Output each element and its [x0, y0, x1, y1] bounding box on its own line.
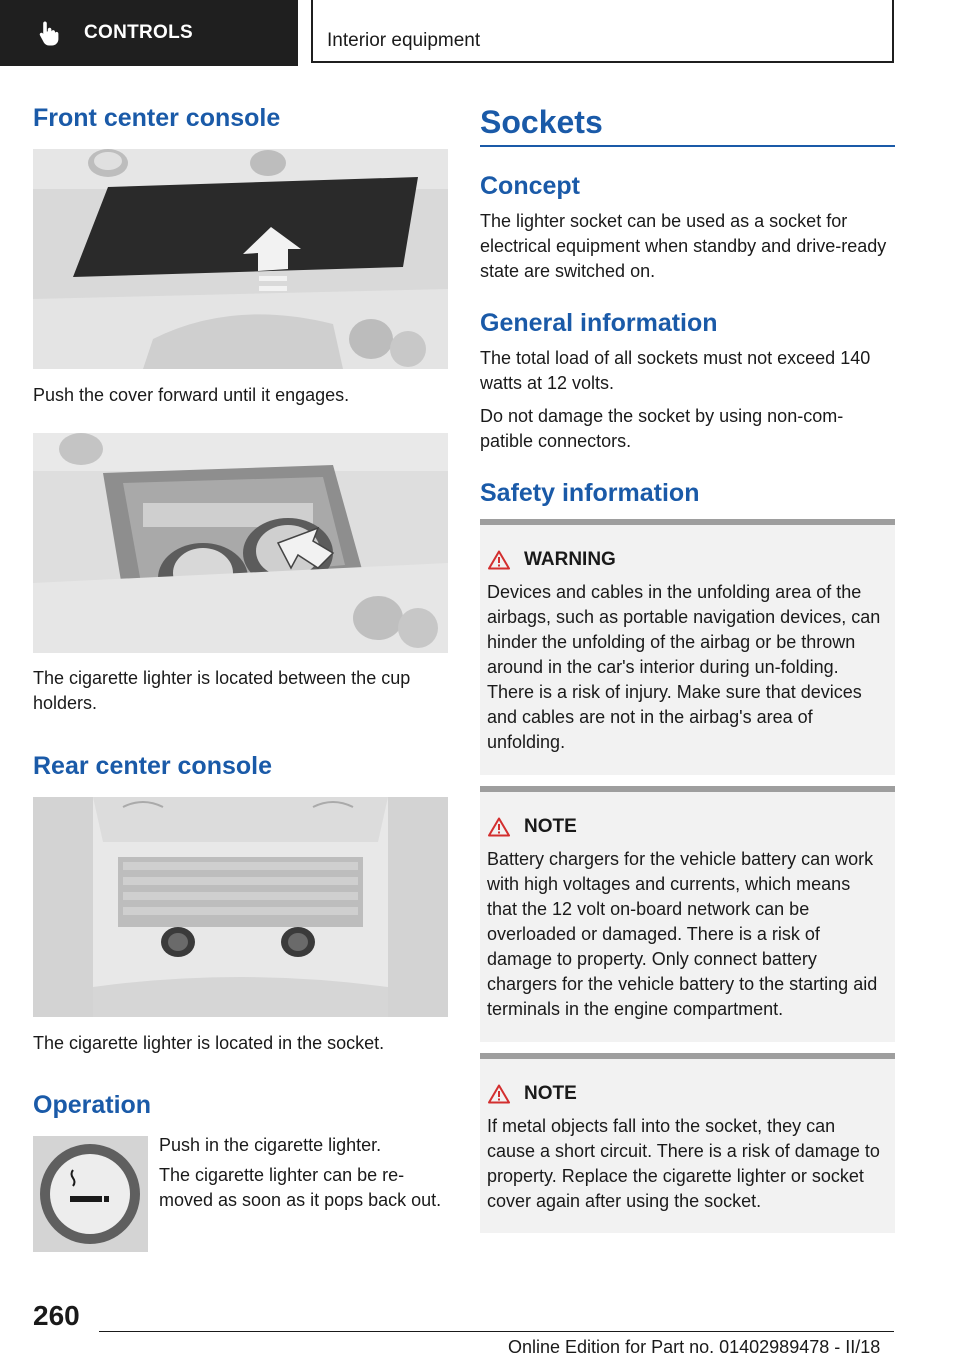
warning-triangle-icon	[488, 1084, 510, 1104]
cigarette-lighter-image	[33, 1136, 148, 1252]
chapter-box	[311, 0, 894, 63]
chapter-label: Interior equipment	[327, 30, 481, 51]
callout-text: If metal objects fall into the socket, they can cause a short circuit. There is a risk of damage to property. Replace the cigarette lighter or socket cover again after using the socket.	[487, 1116, 880, 1211]
op-text-push: Push in the cigarette lighter.	[159, 1135, 382, 1155]
rear-console-image	[33, 797, 448, 1017]
callout-label: NOTE	[524, 1083, 577, 1104]
callout-text: Battery chargers for the vehicle battery can work with high voltages and currents, which means that the 12 volt on-board network can be overloaded or damaged. There is a risk of damage to property. Only connect battery chargers for the vehicle battery to the starting aid terminals in the engine compartment.	[487, 849, 878, 1019]
concept-heading: Concept	[480, 172, 580, 200]
warning-triangle-icon	[488, 550, 510, 570]
note-callout-chargers	[480, 786, 895, 1042]
warning-callout-airbag	[480, 519, 895, 775]
front-console-cover-image	[33, 149, 448, 369]
op-text-remove: The cigarette lighter can be re-moved as soon as it pops back out.	[159, 1165, 442, 1210]
section-label: CONTROLS	[84, 22, 194, 43]
footer-rule	[99, 1331, 894, 1332]
general-info-text-connectors: Do not damage the socket by using non-com-patible connectors.	[480, 406, 844, 451]
section-tab	[0, 0, 298, 66]
rear-console-heading: Rear center console	[33, 752, 272, 780]
callout-label: WARNING	[524, 549, 616, 570]
front-console-heading: Front center console	[33, 104, 281, 132]
callout-label: NOTE	[524, 816, 577, 837]
operation-heading: Operation	[33, 1091, 152, 1119]
caption-cup-holders: The cigarette lighter is located between the cup holders.	[33, 668, 411, 713]
note-callout-metal-objects	[480, 1053, 895, 1233]
general-info-heading: General information	[480, 309, 718, 337]
general-info-text-load: The total load of all sockets must not exceed 140 watts at 12 volts.	[480, 348, 871, 393]
safety-info-heading: Safety information	[480, 479, 700, 507]
cup-holder-lighter-image	[33, 433, 448, 653]
page-number: 260	[33, 1300, 80, 1331]
caption-push-cover: Push the cover forward until it engages.	[33, 385, 350, 405]
hand-pointer-icon	[38, 20, 62, 46]
concept-text: The lighter socket can be used as a socket for electrical equipment when standby and drive-ready state are switched on.	[480, 211, 887, 281]
sockets-heading-rule	[480, 145, 895, 147]
warning-triangle-icon	[488, 817, 510, 837]
footer-edition: Online Edition for Part no. 01402989478 - II/18	[508, 1337, 881, 1357]
caption-rear-socket: The cigarette lighter is located in the socket.	[33, 1033, 385, 1053]
sockets-heading: Sockets	[480, 104, 603, 140]
callout-text: Devices and cables in the unfolding area of the airbags, such as portable navigation devices, can hinder the unfolding of the airbag or be thrown around in the car's interior during un-folding. There is a risk of injury. Make sure that devices and cables are not in the airbag's area of unfolding.	[487, 582, 881, 752]
